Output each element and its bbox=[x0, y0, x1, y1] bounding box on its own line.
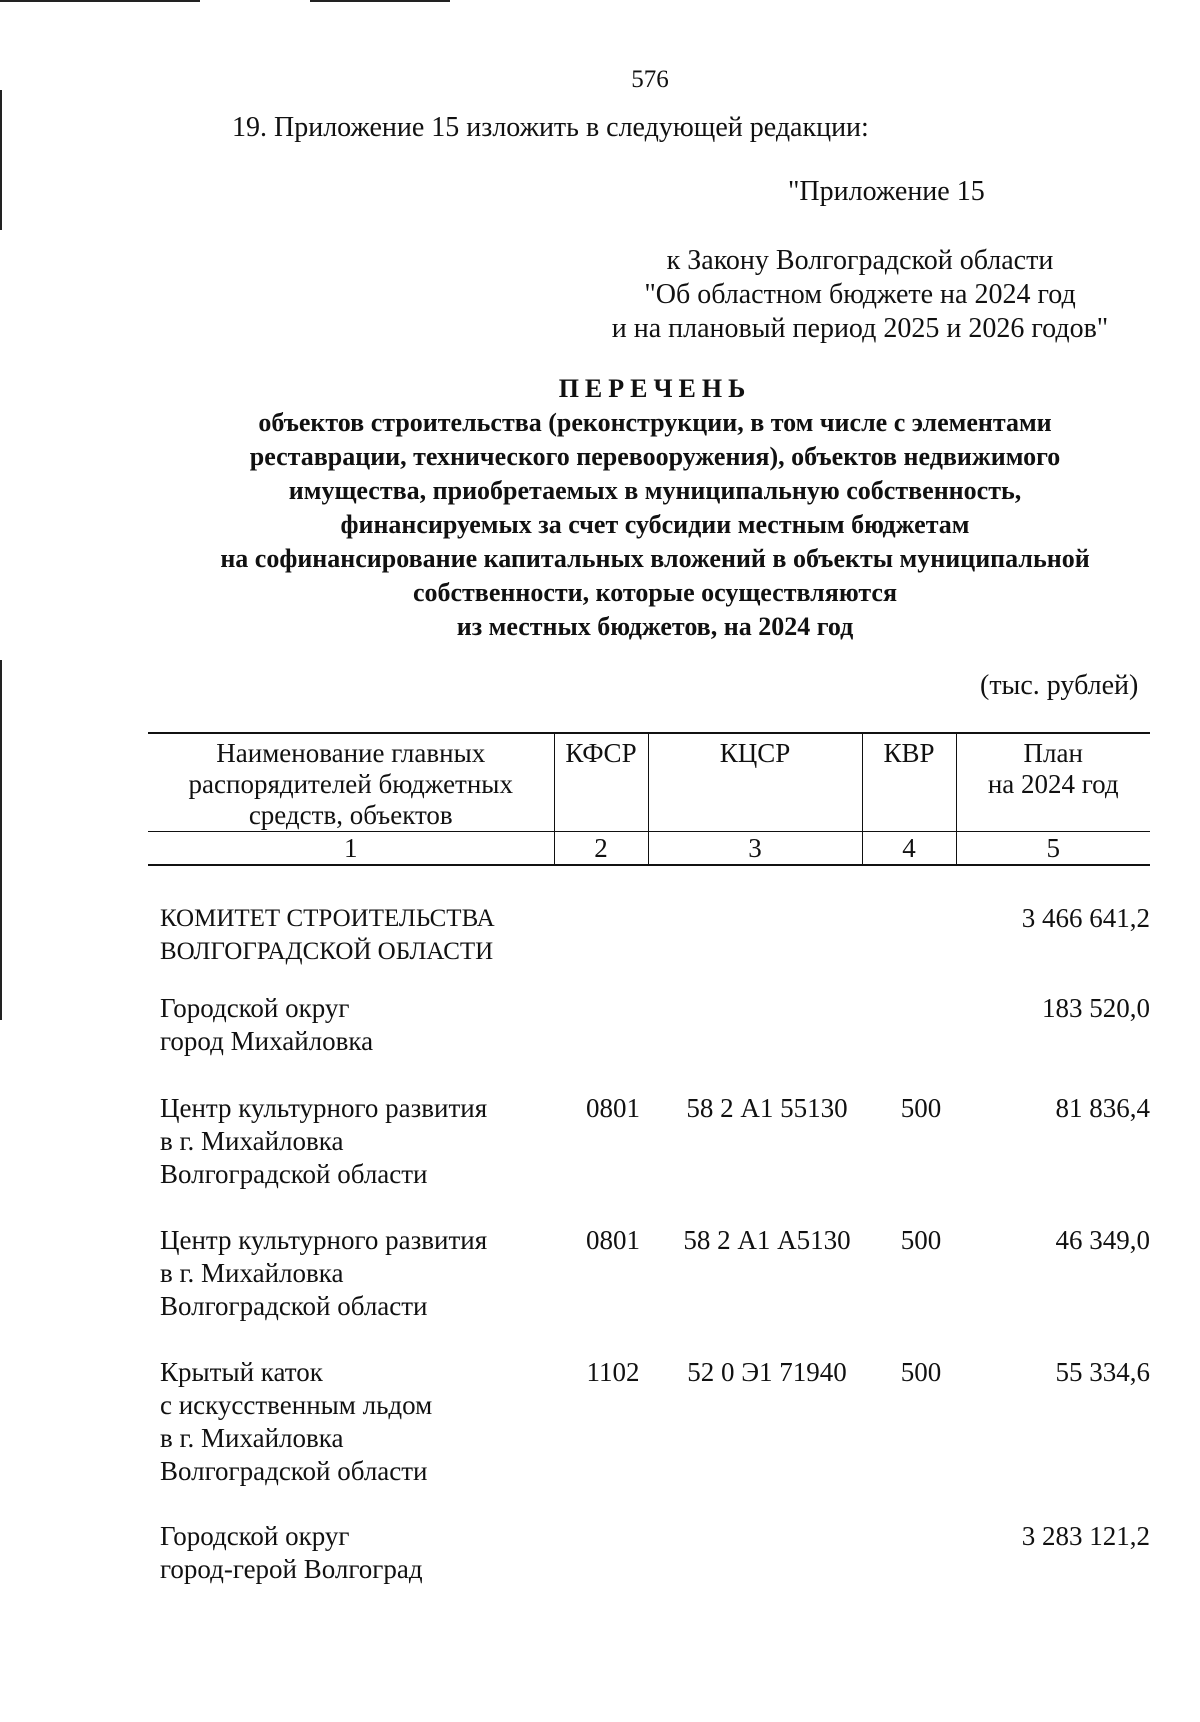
law-reference bbox=[600, 244, 1120, 346]
title-line: из местных бюджетов, на 2024 год bbox=[456, 612, 854, 641]
header-kcsr: КЦСР bbox=[648, 733, 862, 832]
title-line: реставрации, технического перевооружения), объектов недвижимого bbox=[249, 442, 1061, 471]
row-kfsr: 0801 bbox=[586, 1225, 640, 1255]
page-number: 576 bbox=[631, 66, 669, 93]
column-number: 5 bbox=[956, 832, 1150, 866]
law-reference-line: и на плановый период 2025 и 2026 годов" bbox=[611, 313, 1109, 344]
header-kfsr: КФСР bbox=[554, 733, 648, 832]
row-kcsr: 58 2 А1 А5130 bbox=[683, 1225, 851, 1255]
row-kcsr: 52 0 Э1 71940 bbox=[687, 1357, 847, 1387]
column-number: 2 bbox=[554, 832, 648, 866]
row-plan: 183 520,0 bbox=[1042, 993, 1150, 1023]
row-kcsr: 58 2 А1 55130 bbox=[686, 1093, 848, 1123]
row-name: Центр культурного развития в г. Михайловка Волгоградской области bbox=[160, 1093, 488, 1189]
scan-edge-mark-top-center bbox=[310, 0, 450, 2]
row-name: Городской округ город-герой Волгоград bbox=[160, 1521, 423, 1584]
row-kvr: 500 bbox=[900, 1093, 942, 1123]
budget-table-header bbox=[148, 732, 1150, 866]
title-line: объектов строительства (реконструкции, в том числе с элементами bbox=[258, 408, 1052, 437]
title-line: финансируемых за счет субсидии местным бюджетам bbox=[340, 510, 970, 539]
row-kvr: 500 bbox=[900, 1357, 942, 1387]
header-name: Наименование главных распорядителей бюджетных средств, объектов bbox=[148, 733, 554, 832]
row-name: Городской округ город Михайловка bbox=[160, 993, 374, 1056]
title-line: на софинансирование капитальных вложений в объекты муниципальной bbox=[220, 544, 1090, 573]
row-plan: 55 334,6 bbox=[1055, 1357, 1150, 1387]
scan-edge-mark-left-1 bbox=[0, 90, 2, 230]
row-name: КОМИТЕТ СТРОИТЕЛЬСТВА ВОЛГОГРАДСКОЙ ОБЛАСТИ bbox=[160, 905, 495, 965]
column-number: 1 bbox=[148, 832, 554, 866]
title-line: собственности, которые осуществляются bbox=[412, 578, 898, 607]
row-name: Крытый каток с искусственным льдом в г. Михайловка Волгоградской области bbox=[160, 1357, 433, 1486]
row-plan: 81 836,4 bbox=[1055, 1093, 1150, 1123]
row-kvr: 500 bbox=[900, 1225, 942, 1255]
header-kvr: КВР bbox=[862, 733, 956, 832]
row-plan: 3 283 121,2 bbox=[1021, 1521, 1150, 1551]
row-plan: 3 466 641,2 bbox=[1021, 903, 1150, 933]
row-name: Центр культурного развития в г. Михайловка Волгоградской области bbox=[160, 1225, 488, 1321]
units-label: (тыс. рублей) bbox=[980, 670, 1139, 701]
title-line: имущества, приобретаемых в муниципальную собственность, bbox=[288, 476, 1022, 505]
scan-edge-mark-top-left bbox=[0, 0, 200, 2]
header-plan: План на 2024 год bbox=[956, 733, 1150, 832]
row-kfsr: 1102 bbox=[586, 1357, 640, 1387]
row-plan: 46 349,0 bbox=[1055, 1225, 1150, 1255]
appendix-label: "Приложение 15 bbox=[788, 176, 985, 207]
law-reference-line: к Закону Волгоградской области bbox=[666, 245, 1054, 276]
column-number-row bbox=[148, 832, 1150, 866]
scan-edge-mark-left-2 bbox=[0, 660, 2, 1020]
title-heading: ПЕРЕЧЕНЬ bbox=[558, 374, 752, 403]
document-title bbox=[140, 372, 1170, 644]
row-kfsr: 0801 bbox=[586, 1093, 640, 1123]
law-reference-line: "Об областном бюджете на 2024 год bbox=[644, 279, 1076, 310]
intro-paragraph: 19. Приложение 15 изложить в следующей редакции: bbox=[232, 112, 869, 143]
column-number: 4 bbox=[862, 832, 956, 866]
column-number: 3 bbox=[648, 832, 862, 866]
table-header-row bbox=[148, 733, 1150, 832]
